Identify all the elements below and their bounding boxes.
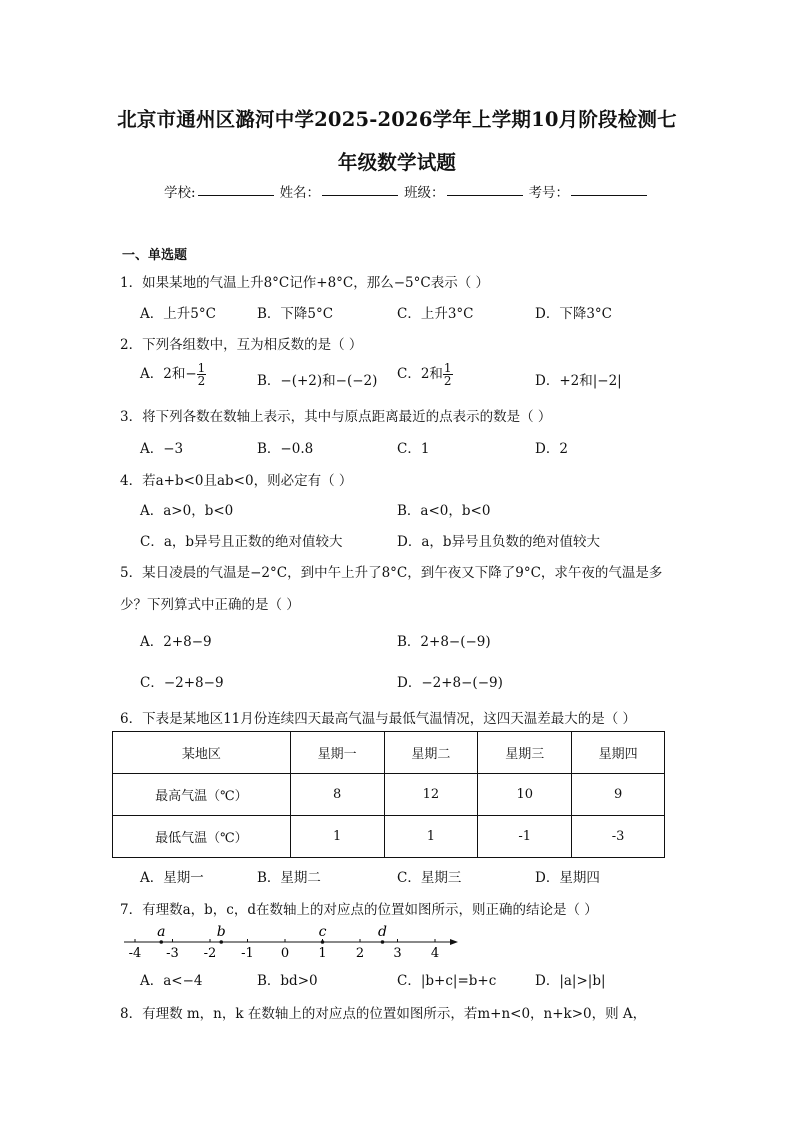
q2-option-c-text: C．2和 [397, 366, 443, 382]
table-header-row [113, 732, 665, 774]
q6-option-b: B．星期二 [257, 870, 321, 886]
class-blank[interactable] [447, 181, 523, 196]
question-6-stem: 6．下表是某地区11月份连续四天最高气温与最低气温情况，这四天温差最大的是（ ） [120, 711, 637, 727]
q6-option-a: A．星期一 [140, 870, 204, 886]
q7-option-d: D．|a|>|b| [535, 973, 606, 989]
q5-option-a: A．2+8−9 [140, 634, 212, 650]
arrow-icon [450, 939, 458, 945]
q3-option-a: A．−3 [140, 441, 184, 457]
point-label-d: d [378, 924, 387, 940]
school-label: 学校: [164, 185, 196, 201]
temperature-table [112, 731, 665, 858]
q2-option-a-text: A．2和− [140, 366, 197, 382]
question-5-stem-line2: 少？下列算式中正确的是（ ） [120, 597, 300, 613]
q6-option-d: D．星期四 [535, 870, 600, 886]
q4-option-b: B．a<0，b<0 [397, 503, 491, 519]
q7-option-c: C．|b+c|=b+c [397, 973, 497, 989]
axis-tick-label: 4 [430, 946, 440, 961]
section-heading: 一、单选题 [122, 248, 188, 263]
q7-option-b: B．bd>0 [257, 973, 318, 989]
q1-option-a: A．上升5°C [140, 306, 216, 322]
point-c [321, 940, 325, 944]
table-cell: 12 [384, 774, 478, 816]
point-a [159, 940, 163, 944]
student-info-row [164, 181, 653, 201]
q6-option-c: C．星期三 [397, 870, 462, 886]
table-cell: 最高气温（℃） [113, 774, 291, 816]
name-blank[interactable] [322, 181, 398, 196]
table-header-cell: 某地区 [113, 732, 291, 774]
table-header-cell: 星期二 [384, 732, 478, 774]
question-1-stem: 1．如果某地的气温上升8°C记作+8°C，那么−5°C表示（ ） [120, 275, 490, 291]
table-row [113, 774, 665, 816]
question-3-stem: 3．将下列各数在数轴上表示，其中与原点距离最近的点表示的数是（ ） [120, 409, 552, 425]
table-header-cell: 星期一 [290, 732, 384, 774]
exam-title-line2: 年级数学试题 [337, 151, 457, 174]
q7-option-a: A．a<−4 [140, 973, 203, 989]
q4-option-a: A．a>0，b<0 [140, 503, 234, 519]
q4-option-c: C．a，b异号且正数的绝对值较大 [140, 534, 343, 550]
question-5-stem-line1: 5．某日凌晨的气温是−2°C，到中午上升了8°C，到午夜又下降了9°C，求午夜的气温是多 [120, 565, 663, 581]
table-header-cell: 星期三 [478, 732, 572, 774]
axis-tick-label: -4 [128, 946, 142, 961]
table-row [113, 816, 665, 858]
q2-option-d: D．+2和|−2| [535, 373, 622, 389]
q2-option-b: B．−(+2)和−(−2) [257, 373, 378, 389]
numerator: 1 [197, 361, 206, 375]
axis-tick-label: -1 [241, 946, 254, 961]
fraction [197, 362, 207, 387]
q1-option-d: D．下降3°C [535, 306, 612, 322]
table-cell: -3 [572, 816, 665, 858]
number-line-points [157, 924, 387, 944]
q5-option-d: D．−2+8−(−9) [397, 675, 503, 691]
axis-tick-label: -2 [203, 946, 217, 961]
q2-option-c [397, 362, 453, 387]
point-label-c: c [318, 924, 327, 940]
point-b [219, 940, 223, 944]
axis-tick-label: -3 [166, 946, 179, 961]
q2-option-a [140, 362, 206, 387]
q3-option-b: B．−0.8 [257, 441, 314, 457]
denominator: 2 [197, 374, 206, 388]
number-line-figure [120, 922, 465, 964]
denominator: 2 [443, 374, 452, 388]
school-blank[interactable] [198, 181, 274, 196]
table-cell: 10 [478, 774, 572, 816]
q3-option-c: C．1 [397, 441, 430, 457]
class-label: 班级： [404, 185, 445, 201]
exam-no-blank[interactable] [571, 181, 647, 196]
point-label-b: b [216, 924, 226, 940]
axis-tick-label: 2 [355, 946, 365, 961]
question-2-stem: 2．下列各组数中，互为相反数的是（ ） [120, 337, 363, 353]
name-label: 姓名： [279, 185, 321, 201]
q1-option-c: C．上升3°C [397, 306, 474, 322]
q5-option-c: C．−2+8−9 [140, 675, 224, 691]
question-4-stem: 4．若a+b<0且ab<0，则必定有（ ） [120, 473, 353, 489]
q4-option-d: D．a，b异号且负数的绝对值较大 [397, 534, 601, 550]
table-cell: 8 [290, 774, 384, 816]
point-d [381, 940, 385, 944]
exam-no-label: 考号： [528, 185, 570, 201]
table-header-cell: 星期四 [572, 732, 665, 774]
point-label-a: a [157, 924, 166, 940]
q5-option-b: B．2+8−(−9) [397, 634, 491, 650]
q3-option-d: D．2 [535, 441, 568, 457]
q1-option-b: B．下降5°C [257, 306, 334, 322]
question-7-stem: 7．有理数a，b，c，d在数轴上的对应点的位置如图所示，则正确的结论是（ ） [120, 902, 598, 918]
table-cell: -1 [478, 816, 572, 858]
axis-tick-label: 3 [393, 946, 402, 961]
axis-tick-label: 1 [318, 946, 327, 961]
numerator: 1 [443, 361, 452, 375]
axis-tick-label: 0 [280, 946, 290, 961]
exam-title-line1: 北京市通州区潞河中学2025-2026学年上学期10月阶段检测七 [117, 108, 677, 131]
table-cell: 9 [572, 774, 665, 816]
table-cell: 1 [384, 816, 478, 858]
fraction [443, 362, 453, 387]
table-cell: 1 [290, 816, 384, 858]
table-cell: 最低气温（℃） [113, 816, 291, 858]
question-8-stem: 8．有理数 m，n，k 在数轴上的对应点的位置如图所示，若m+n<0，n+k>0，则 A， [120, 1006, 647, 1022]
